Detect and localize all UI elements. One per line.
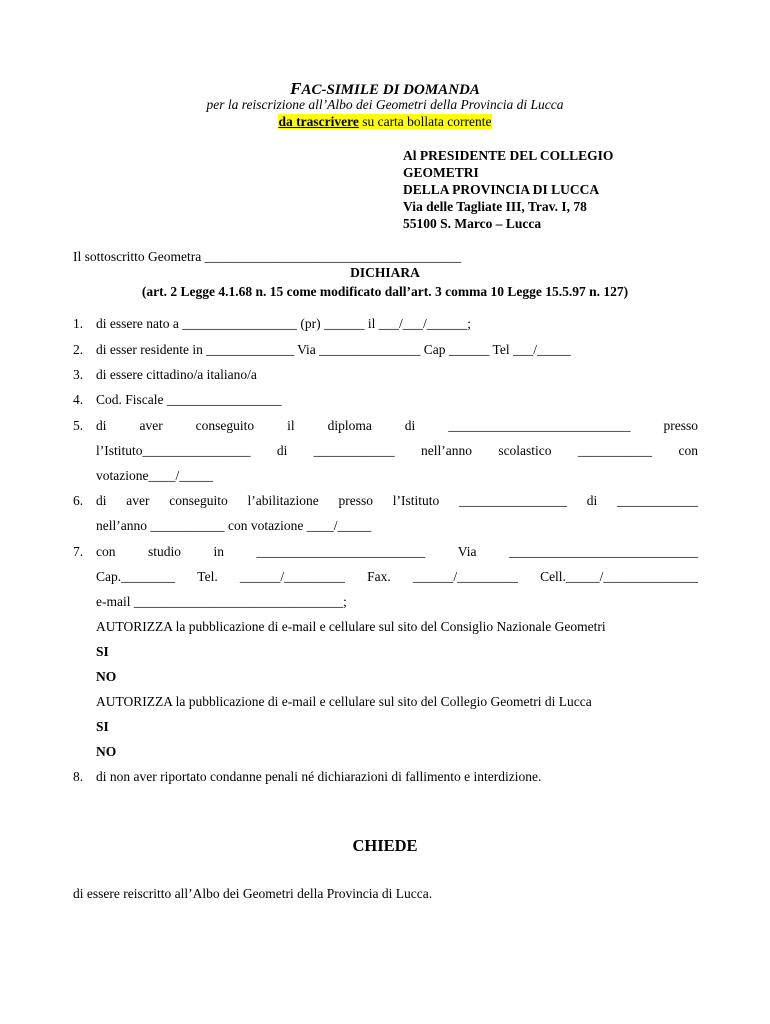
word: conseguito (169, 493, 228, 508)
page-title (0, 79, 770, 99)
item-4-tax-code: Cod. Fiscale _________________ (96, 392, 282, 407)
item-7-email: e-mail _______________________________; (96, 594, 347, 609)
item-5-grade: votazione____/_____ (96, 468, 213, 483)
addressee-line-2: GEOMETRI (403, 165, 479, 180)
addressee-line-3: DELLA PROVINCIA DI LUCCA (403, 182, 600, 197)
word: il (287, 418, 295, 433)
item-2-residence: di esser residente in _____________ Via _______________ Cap ______ Tel ___/_____ (96, 342, 571, 357)
word: di (404, 418, 416, 433)
note-bold: da trascrivere (278, 114, 359, 129)
word: di (96, 493, 107, 508)
authorize-collegio-no: NO (96, 744, 117, 759)
addressee-line-4: Via delle Tagliate III, Trav. I, 78 (403, 199, 587, 214)
word: l’Istituto (392, 493, 440, 508)
word: di (586, 493, 598, 508)
blank: ____________ (616, 493, 698, 508)
word: Tel. (197, 569, 218, 584)
dichiara-heading: DICHIARA (350, 265, 420, 280)
word: l’abilitazione (247, 493, 319, 508)
title-rest: AC-SIMILE DI DOMANDA (301, 82, 480, 98)
chiede-heading: CHIEDE (352, 836, 418, 855)
item-number-6: 6. (73, 493, 84, 508)
tel-blank: ______/_________ (239, 569, 345, 584)
fax-blank: ______/_________ (412, 569, 518, 584)
item-3-citizenship: di essere cittadino/a italiano/a (96, 367, 257, 382)
item-7-office-line-1 (96, 544, 698, 560)
word: diploma (327, 418, 372, 433)
item-number-1: 1. (73, 316, 84, 331)
word: conseguito (195, 418, 255, 433)
undersigned-line: Il sottoscritto Geometra ______________________________________ (73, 249, 462, 264)
stamp-paper-note (0, 114, 770, 130)
cap-blank: Cap.________ (96, 569, 176, 584)
legal-reference: (art. 2 Legge 4.1.68 n. 15 come modificato dall’art. 3 comma 10 Legge 15.5.97 n. 127) (141, 284, 629, 299)
authorize-cng-no: NO (96, 669, 117, 684)
word: aver (126, 493, 150, 508)
blank: ____________ (313, 443, 395, 458)
item-number-5: 5. (73, 418, 84, 433)
word: studio (148, 544, 182, 559)
note-rest: su carta bollata corrente (358, 114, 492, 129)
item-1-birth: di essere nato a _________________ (pr) ______ il ___/___/______; (96, 316, 471, 331)
item-number-4: 4. (73, 392, 84, 407)
authorize-collegio-text: AUTORIZZA la pubblicazione di e-mail e cellulare sul sito del Collegio Geometri di Lucca (96, 694, 592, 709)
cell-blank: Cell._____/______________ (540, 569, 698, 584)
item-number-3: 3. (73, 367, 84, 382)
diploma-blank: ___________________________ (448, 418, 631, 433)
word: con (96, 544, 116, 559)
studio-blank: _________________________ (256, 544, 426, 559)
item-5-diploma-line-2 (96, 443, 698, 459)
title-initial: F (290, 79, 302, 98)
addressee-line-5: 55100 S. Marco – Lucca (403, 216, 542, 231)
item-8-criminal-record: di non aver riportato condanne penali né dichiarazioni di fallimento e interdizione. (96, 769, 542, 784)
word: di (96, 418, 107, 433)
item-7-office-line-2 (96, 569, 698, 585)
word: aver (139, 418, 163, 433)
word: in (213, 544, 225, 559)
word: presso (663, 418, 698, 433)
word: nell’anno (421, 443, 472, 458)
word: scolastico (498, 443, 552, 458)
school-year-blank: ___________ (577, 443, 653, 458)
institute-blank: ________________ (458, 493, 567, 508)
authorize-cng-text: AUTORIZZA la pubblicazione di e-mail e cellulare sul sito del Consiglio Nazionale Geometri (96, 619, 606, 634)
word: di (276, 443, 288, 458)
word: Fax. (367, 569, 391, 584)
item-6-qualification-line-2: nell’anno ___________ con votazione ____/_____ (96, 518, 372, 533)
word: con (678, 443, 698, 458)
authorize-collegio-yes: SI (96, 719, 109, 734)
subtitle: per la reiscrizione all’Albo dei Geometri della Provincia di Lucca (206, 97, 564, 112)
authorize-cng-yes: SI (96, 644, 109, 659)
item-number-2: 2. (73, 342, 84, 357)
institute-blank: l’Istituto________________ (96, 443, 251, 458)
word: Via (457, 544, 477, 559)
via-blank: ____________________________ (508, 544, 698, 559)
item-number-7: 7. (73, 544, 84, 559)
item-6-qualification-line-1 (96, 493, 698, 509)
item-number-8: 8. (73, 769, 84, 784)
item-5-diploma-line-1 (96, 418, 698, 434)
word: presso (338, 493, 373, 508)
addressee-line-1: Al PRESIDENTE DEL COLLEGIO (403, 148, 614, 163)
request-text: di essere reiscritto all’Albo dei Geometri della Provincia di Lucca. (73, 886, 433, 901)
